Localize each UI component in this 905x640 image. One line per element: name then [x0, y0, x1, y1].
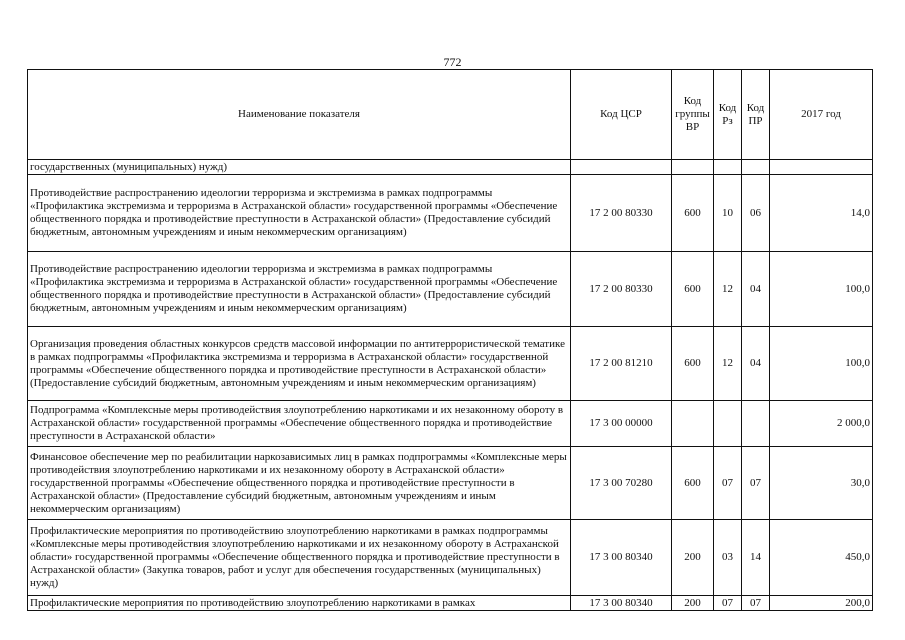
row-csr: 17 2 00 81210 — [571, 327, 672, 401]
row-vr: 600 — [672, 175, 714, 252]
row-pr: 07 — [742, 596, 770, 611]
row-vr: 600 — [672, 252, 714, 327]
row-amount: 30,0 — [770, 447, 873, 520]
row-csr — [571, 160, 672, 175]
row-pr — [742, 160, 770, 175]
table-row — [28, 327, 873, 401]
row-name: Профилактические мероприятия по противодействию злоупотреблению наркотиками в рамках подпрограммы «Комплексные меры противодействия злоупотреблению наркотиками и их незаконному обороту в Астраханской области» государственной программы «Обеспечение общественного порядка и противодействие преступности в Астраханской области» (Закупка товаров, работ и услуг для обеспечения государственных (муниципальных) нужд) — [28, 520, 571, 596]
row-vr: 200 — [672, 520, 714, 596]
row-name: Противодействие распространению идеологии терроризма и экстремизма в рамках подпрограммы «Профилактика экстремизма и терроризма в Астраханской области» государственной программы «Обеспечение общественного порядка и противодействие преступности в Астраханской области» (Предоставление субсидий бюджетным, автономным учреждениям и иным некоммерческим организациям) — [28, 252, 571, 327]
row-name: Подпрограмма «Комплексные меры противодействия злоупотреблению наркотиками и их незаконному обороту в Астраханской области» государственной программы «Обеспечение общественного порядка и противодействие преступности в Астраханской области» — [28, 401, 571, 447]
row-rz: 12 — [714, 327, 742, 401]
row-amount: 100,0 — [770, 327, 873, 401]
row-pr: 04 — [742, 327, 770, 401]
row-pr: 04 — [742, 252, 770, 327]
row-amount: 200,0 — [770, 596, 873, 611]
row-rz: 10 — [714, 175, 742, 252]
table-row — [28, 596, 873, 611]
row-pr — [742, 401, 770, 447]
header-year: 2017 год — [770, 70, 873, 160]
row-csr: 17 2 00 80330 — [571, 252, 672, 327]
header-rz: Код Рз — [714, 70, 742, 160]
header-name: Наименование показателя — [28, 70, 571, 160]
row-amount: 450,0 — [770, 520, 873, 596]
row-vr: 200 — [672, 596, 714, 611]
header-vr: Код группы ВР — [672, 70, 714, 160]
row-name: Противодействие распространению идеологии терроризма и экстремизма в рамках подпрограммы «Профилактика экстремизма и терроризма в Астраханской области» государственной программы «Обеспечение общественного порядка и противодействие преступности в Астраханской области» (Предоставление субсидий бюджетным, автономным учреждениям и иным некоммерческим организациям) — [28, 175, 571, 252]
row-vr — [672, 160, 714, 175]
row-amount: 2 000,0 — [770, 401, 873, 447]
row-rz: 12 — [714, 252, 742, 327]
row-rz — [714, 160, 742, 175]
row-name: Финансовое обеспечение мер по реабилитации наркозависимых лиц в рамках подпрограммы «Комплексные меры противодействия злоупотреблению наркотиками и их незаконному обороту в Астраханской области» государственной программы «Обеспечение общественного порядка и противодействие преступности в Астраханской области» (Предоставление субсидий бюджетным, автономным учреждениям и иным некоммерческим организациям) — [28, 447, 571, 520]
table-row — [28, 175, 873, 252]
row-csr: 17 3 00 80340 — [571, 596, 672, 611]
row-name: Профилактические мероприятия по противодействию злоупотреблению наркотиками в рамках — [28, 596, 571, 611]
table-row — [28, 447, 873, 520]
row-rz: 07 — [714, 596, 742, 611]
row-rz: 07 — [714, 447, 742, 520]
row-pr: 06 — [742, 175, 770, 252]
budget-table — [27, 69, 873, 611]
row-vr — [672, 401, 714, 447]
row-name: Организация проведения областных конкурсов средств массовой информации по антитеррористической тематике в рамках подпрограммы «Профилактика экстремизма и терроризма в Астраханской области» государственной программы «Обеспечение общественного порядка и противодействие преступности в Астраханской области» (Предоставление субсидий бюджетным, автономным учреждениям и иным некоммерческим организациям) — [28, 327, 571, 401]
row-csr: 17 2 00 80330 — [571, 175, 672, 252]
table-row — [28, 160, 873, 175]
header-pr: Код ПР — [742, 70, 770, 160]
header-row — [28, 70, 873, 160]
row-csr: 17 3 00 80340 — [571, 520, 672, 596]
row-rz — [714, 401, 742, 447]
row-rz: 03 — [714, 520, 742, 596]
row-amount — [770, 160, 873, 175]
row-pr: 07 — [742, 447, 770, 520]
row-csr: 17 3 00 70280 — [571, 447, 672, 520]
page-number: 772 — [443, 55, 462, 69]
header-csr: Код ЦСР — [571, 70, 672, 160]
row-amount: 100,0 — [770, 252, 873, 327]
table-row — [28, 520, 873, 596]
row-amount: 14,0 — [770, 175, 873, 252]
row-csr: 17 3 00 00000 — [571, 401, 672, 447]
row-name: государственных (муниципальных) нужд) — [28, 160, 571, 175]
table-row — [28, 252, 873, 327]
row-vr: 600 — [672, 327, 714, 401]
row-pr: 14 — [742, 520, 770, 596]
row-vr: 600 — [672, 447, 714, 520]
table-row — [28, 401, 873, 447]
